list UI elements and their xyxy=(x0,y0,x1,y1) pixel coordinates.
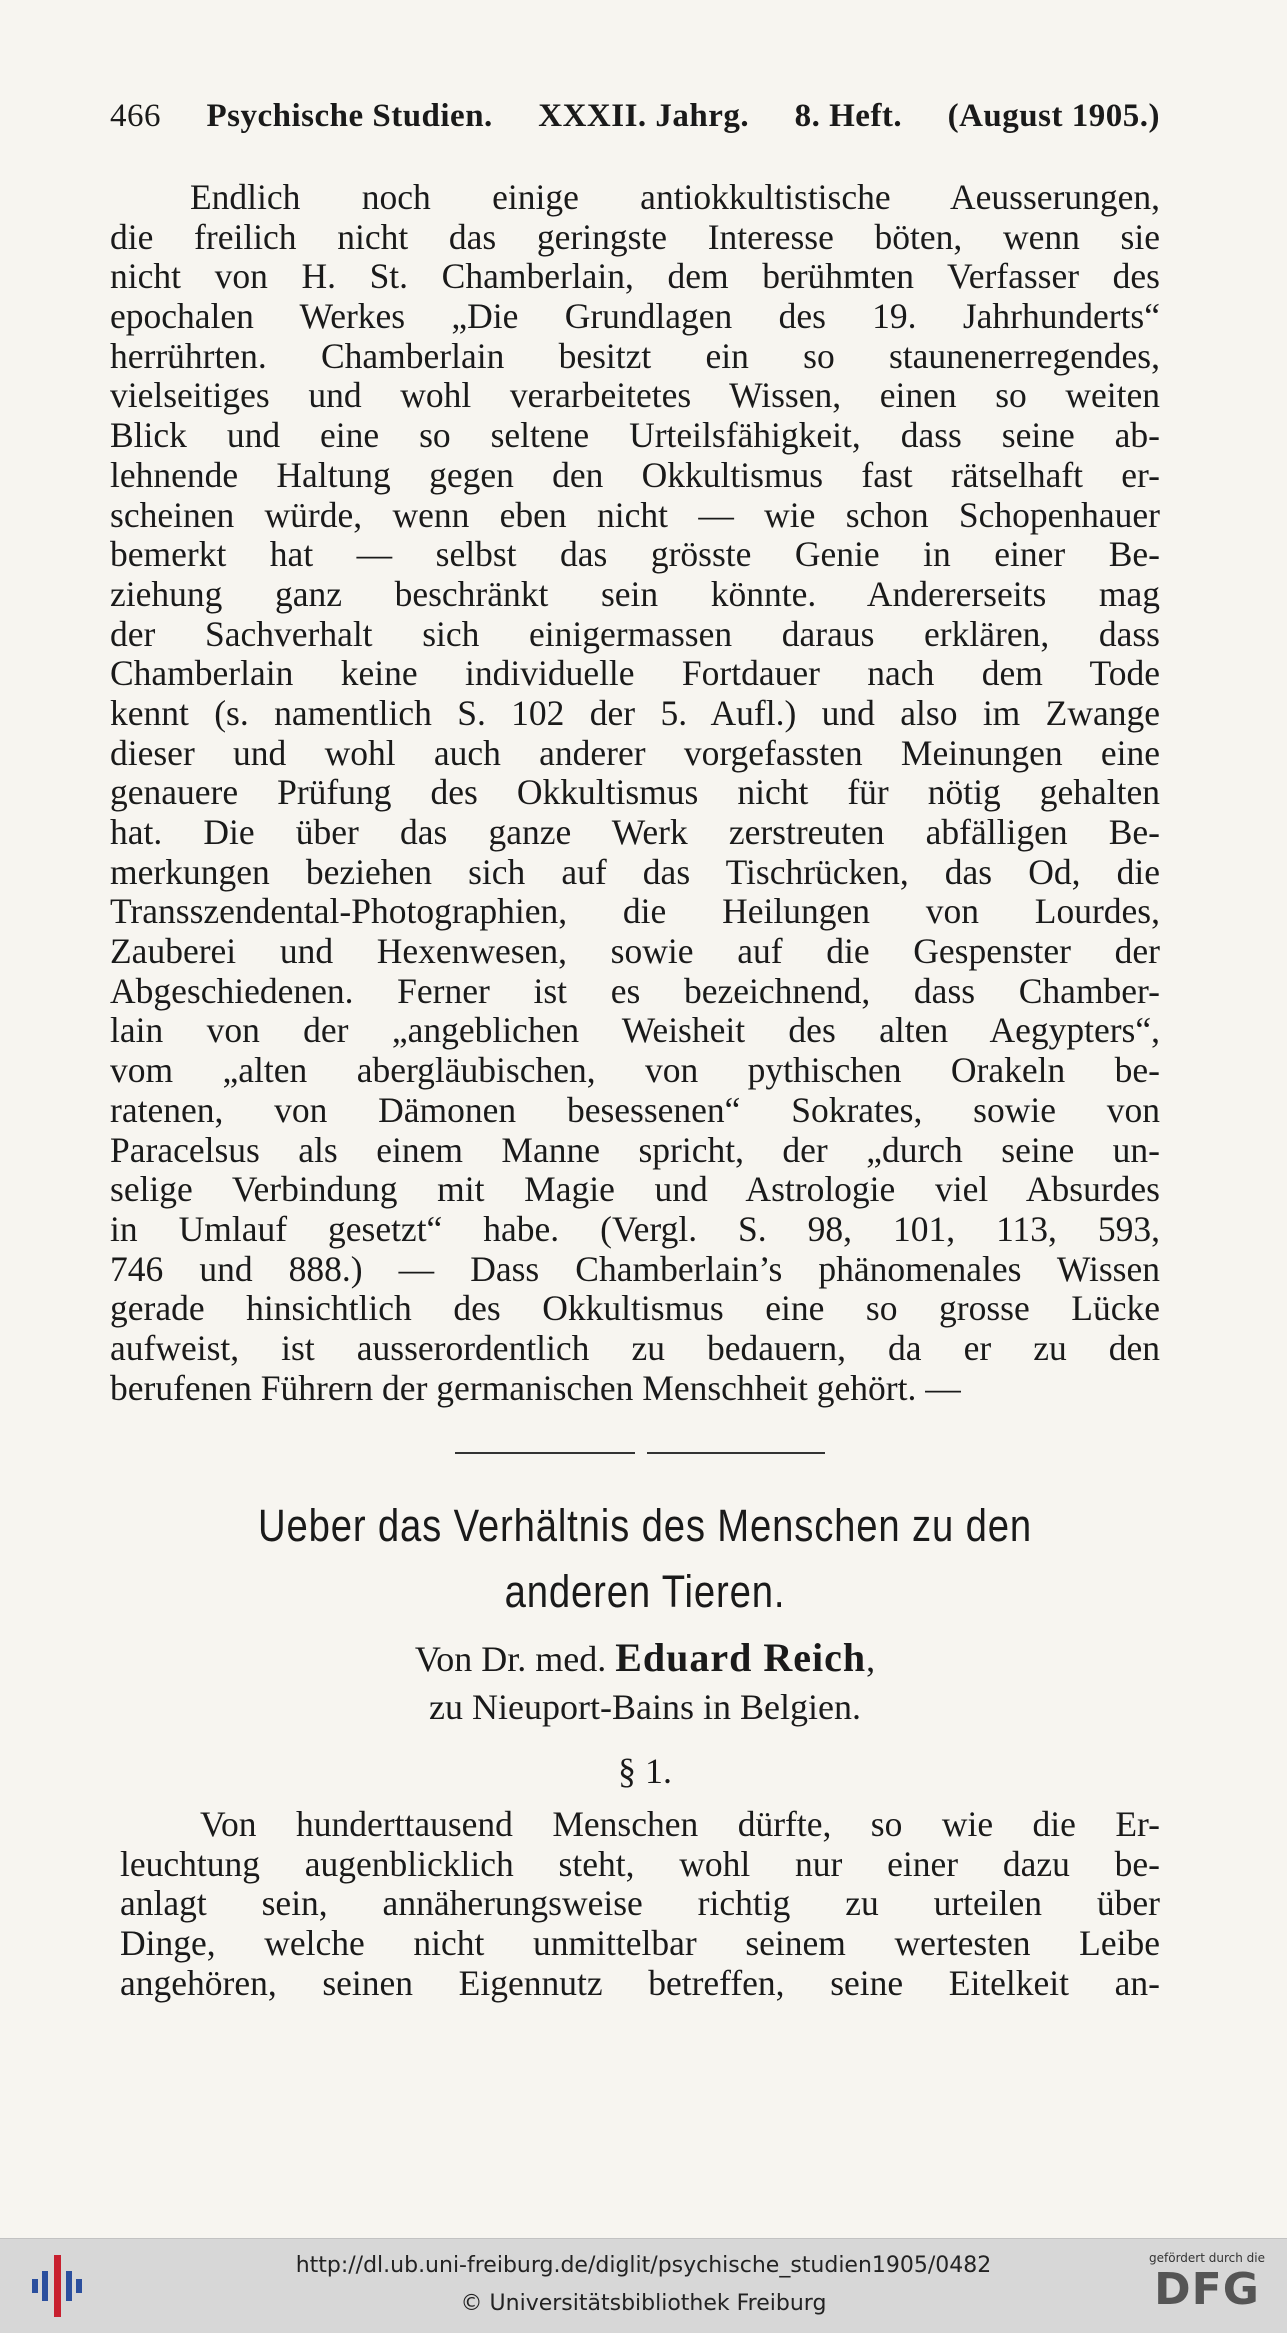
issue-date: (August 1905.) xyxy=(947,98,1160,134)
text-line: herrührten. Chamberlain besitzt ein so staunenerregendes, xyxy=(110,335,1160,376)
text-line: bemerkt hat — selbst das grösste Genie in einer Be- xyxy=(110,534,1160,575)
page-number: 466 xyxy=(110,98,161,134)
text-line: Zauberei und Hexenwesen, sowie auf die Gespenster der xyxy=(110,931,1160,972)
text-line: der Sachverhalt sich einigermassen daraus erklären, dass xyxy=(110,613,1160,654)
text-line: 746 und 888.) — Dass Chamberlain’s phänomenales Wissen xyxy=(110,1248,1160,1289)
text-line: lehnende Haltung gegen den Okkultismus fast rätselhaft er- xyxy=(110,454,1160,495)
dfg-logo-icon xyxy=(1137,2251,1277,2327)
section-number: § 1. xyxy=(618,1751,672,1791)
text-line: vom „alten abergläubischen, von pythischen Orakeln be- xyxy=(110,1050,1160,1091)
text-line: aufweist, ist ausserordentlich zu bedauern, da er zu den xyxy=(110,1327,1160,1368)
text-line: Paracelsus als einem Manne spricht, der „durch seine un- xyxy=(110,1129,1160,1170)
text-line: Endlich noch einige antiokkultistische Aeusserungen, xyxy=(190,177,1160,217)
issue: 8. Heft. xyxy=(794,98,903,134)
section-divider xyxy=(455,1452,825,1454)
viewer-footer xyxy=(0,2238,1287,2333)
text-line: kennt (s. namentlich S. 102 der 5. Aufl.) und also im Zwange xyxy=(110,692,1160,733)
dfg-logo-text: DFG xyxy=(1154,2264,1260,2315)
byline xyxy=(100,1634,1190,1681)
copyright: © Universitätsbibliothek Freiburg xyxy=(460,2291,827,2316)
text-line: Dinge, welche nicht unmittelbar seinem wertesten Leibe xyxy=(120,1923,1160,1964)
byline-prefix: Von Dr. med. xyxy=(414,1639,607,1679)
text-line: lain von der „angeblichen Weisheit des alten Aegypters“, xyxy=(110,1010,1160,1051)
author-name: Eduard Reich xyxy=(615,1635,867,1680)
text-line: epochalen Werkes „Die Grundlagen des 19. Jahrhunderts“ xyxy=(110,296,1160,337)
journal-title: Psychische Studien. xyxy=(206,98,493,134)
text-line: in Umlauf gesetzt“ habe. (Vergl. S. 98, 101, 113, 593, xyxy=(110,1208,1160,1249)
text-line: anlagt sein, annäherungsweise richtig zu urteilen über xyxy=(120,1883,1160,1924)
text-line: merkungen beziehen sich auf das Tischrücken, das Od, die xyxy=(110,851,1160,892)
text-line: berufenen Führern der germanischen Menschheit gehört. — xyxy=(110,1367,961,1408)
text-line: ziehung ganz beschränkt sein könnte. Andererseits mag xyxy=(110,573,1160,614)
text-line: Chamberlain keine individuelle Fortdauer nach dem Tode xyxy=(110,653,1160,694)
text-line: genauere Prüfung des Okkultismus nicht für nötig gehalten xyxy=(110,772,1160,813)
text-line: selige Verbindung mit Magie und Astrologie viel Absurdes xyxy=(110,1169,1160,1210)
text-line: gerade hinsichtlich des Okkultismus eine so grosse Lücke xyxy=(110,1288,1160,1329)
text-line: Abgeschiedenen. Ferner ist es bezeichnend, dass Chamber- xyxy=(110,970,1160,1011)
text-line: Blick und eine so seltene Urteilsfähigkeit, dass seine ab- xyxy=(110,415,1160,456)
text-line: die freilich nicht das geringste Interesse böten, wenn sie xyxy=(110,216,1160,257)
article-body xyxy=(120,1805,1160,2003)
dfg-tagline: gefördert durch die xyxy=(1149,2251,1265,2265)
volume: XXXII. Jahrg. xyxy=(538,98,750,134)
text-line: dieser und wohl auch anderer vorgefassten Meinungen eine xyxy=(110,732,1160,773)
text-line: hat. Die über das ganze Werk zerstreuten abfälligen Be- xyxy=(110,812,1160,852)
text-line: angehören, seinen Eigennutz betreffen, seine Eitelkeit an- xyxy=(120,1962,1160,2003)
text-line: Von hunderttausend Menschen dürfte, so wie die Er- xyxy=(200,1804,1160,1844)
text-line: nicht von H. St. Chamberlain, dem berühmten Verfasser des xyxy=(110,256,1160,297)
text-line: leuchtung augenblicklich steht, wohl nur einer dazu be- xyxy=(120,1843,1160,1884)
author-location: zu Nieuport-Bains in Belgien. xyxy=(429,1687,861,1727)
text-line: ratenen, von Dämonen besessenen“ Sokrates, sowie von xyxy=(110,1089,1160,1130)
body-text xyxy=(110,178,1160,1408)
byline-suffix: , xyxy=(866,1639,876,1679)
running-head xyxy=(110,98,1160,135)
article-title-line-2: anderen Tieren. xyxy=(504,1566,786,1617)
page-url[interactable]: http://dl.ub.uni-freiburg.de/diglit/psychische_studien1905/0482 xyxy=(295,2253,992,2278)
text-line: scheinen würde, wenn eben nicht — wie schon Schopenhauer xyxy=(110,494,1160,535)
text-line: vielseitiges und wohl verarbeitetes Wissen, einen so weiten xyxy=(110,375,1160,416)
article-title-line-1: Ueber das Verhältnis des Menschen zu den xyxy=(258,1500,1032,1551)
text-line: Transszendental-Photographien, die Heilungen von Lourdes, xyxy=(110,891,1160,932)
